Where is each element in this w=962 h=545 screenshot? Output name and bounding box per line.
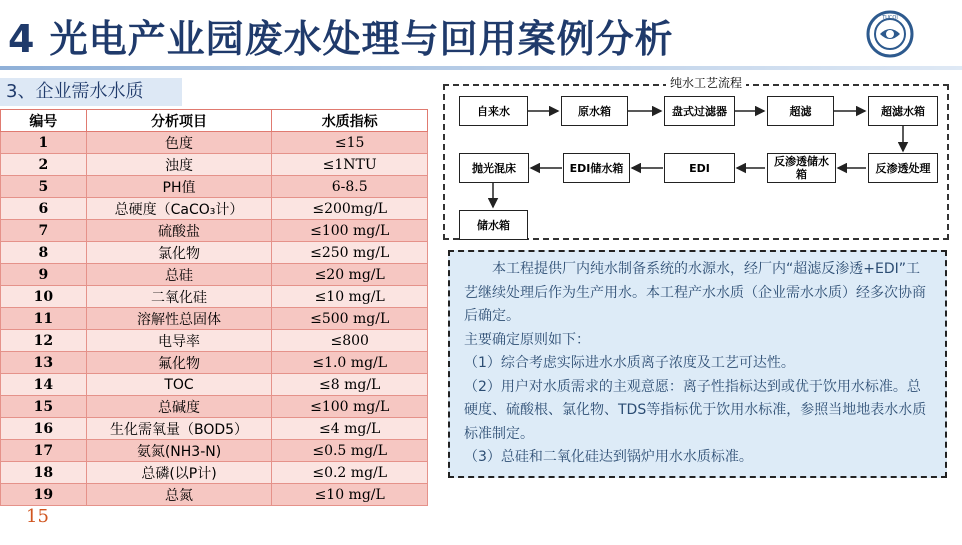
description-box bbox=[448, 250, 947, 478]
cell-item: 电导率 bbox=[86, 330, 272, 352]
box-raw-tank: 原水箱 bbox=[561, 96, 628, 126]
cell-no: 5 bbox=[1, 176, 87, 198]
cell-no: 8 bbox=[1, 242, 87, 264]
cell-item: TOC bbox=[86, 374, 272, 396]
cell-item: PH值 bbox=[86, 176, 272, 198]
cell-item: 二氧化硅 bbox=[86, 286, 272, 308]
cell-standard: ≤800 bbox=[272, 330, 428, 352]
cell-no: 10 bbox=[1, 286, 87, 308]
cell-standard: ≤100 mg/L bbox=[272, 396, 428, 418]
cell-no: 18 bbox=[1, 462, 87, 484]
box-ro-tank: 反渗透储水箱 bbox=[767, 153, 836, 183]
cell-standard: ≤20 mg/L bbox=[272, 264, 428, 286]
desc-intro: 本工程提供厂内纯水制备系统的水源水，经厂内“超滤反渗透+EDI”工艺继续处理后作为生产用水。本工程产水水质（企业需水水质）经多次协商后确定。 bbox=[464, 261, 926, 324]
box-edi-tank: EDI储水箱 bbox=[563, 153, 630, 183]
cell-no: 12 bbox=[1, 330, 87, 352]
desc-principle-3: （3）总硅和二氧化硅达到锅炉用水水质标准。 bbox=[464, 449, 753, 465]
cell-item: 色度 bbox=[86, 132, 272, 154]
cell-item: 总碱度 bbox=[86, 396, 272, 418]
cell-standard: ≤0.2 mg/L bbox=[272, 462, 428, 484]
box-ultrafiltration: 超滤 bbox=[767, 96, 834, 126]
cell-item: 总氮 bbox=[86, 484, 272, 506]
cell-standard: ≤200mg/L bbox=[272, 198, 428, 220]
cell-no: 17 bbox=[1, 440, 87, 462]
header-item: 分析项目 bbox=[86, 110, 272, 132]
cell-no: 15 bbox=[1, 396, 87, 418]
box-disc-filter: 盘式过滤器 bbox=[664, 96, 735, 126]
cell-item: 氯化物 bbox=[86, 242, 272, 264]
box-uf-tank: 超滤水箱 bbox=[868, 96, 938, 126]
desc-principle-2: （2）用户对水质需求的主观意愿：离子性指标达到或优于饮用水标准。总硬度、硫酸根、氯化物、TDS等指标优于饮用水标准，参照当地地表水水质标准制定。 bbox=[464, 378, 927, 442]
cell-item: 溶解性总固体 bbox=[86, 308, 272, 330]
cell-item: 氟化物 bbox=[86, 352, 272, 374]
desc-principle-1: （1）综合考虑实际进水水质离子浓度及工艺可达性。 bbox=[464, 355, 795, 371]
box-tap-water: 自来水 bbox=[459, 96, 528, 126]
flow-title: 纯水工艺流程 bbox=[666, 76, 746, 90]
cell-no: 16 bbox=[1, 418, 87, 440]
cell-standard: ≤15 bbox=[272, 132, 428, 154]
cell-standard: ≤8 mg/L bbox=[272, 374, 428, 396]
cell-standard: ≤100 mg/L bbox=[272, 220, 428, 242]
cell-no: 19 bbox=[1, 484, 87, 506]
cell-standard: ≤1.0 mg/L bbox=[272, 352, 428, 374]
desc-principles-heading: 主要确定原则如下： bbox=[464, 331, 590, 348]
cell-item: 浊度 bbox=[86, 154, 272, 176]
cell-no: 7 bbox=[1, 220, 87, 242]
cell-no: 1 bbox=[1, 132, 87, 154]
header-no: 编号 bbox=[1, 110, 87, 132]
page-number: 15 bbox=[26, 506, 49, 527]
box-storage-tank: 储水箱 bbox=[459, 210, 528, 240]
cell-standard: ≤500 mg/L bbox=[272, 308, 428, 330]
cell-standard: ≤0.5 mg/L bbox=[272, 440, 428, 462]
cell-no: 13 bbox=[1, 352, 87, 374]
cell-item: 硫酸盐 bbox=[86, 220, 272, 242]
cell-standard: ≤250 mg/L bbox=[272, 242, 428, 264]
cell-no: 14 bbox=[1, 374, 87, 396]
cell-no: 2 bbox=[1, 154, 87, 176]
cell-standard: 6-8.5 bbox=[272, 176, 428, 198]
box-edi: EDI bbox=[664, 153, 735, 183]
section-heading: 3、企业需水水质 bbox=[0, 78, 182, 106]
header-standard: 水质指标 bbox=[272, 110, 428, 132]
cell-standard: ≤10 mg/L bbox=[272, 286, 428, 308]
cell-item: 总硅 bbox=[86, 264, 272, 286]
cell-standard: ≤10 mg/L bbox=[272, 484, 428, 506]
page-title: 4 光电产业园废水处理与回用案例分析 bbox=[8, 17, 674, 61]
box-polishing-bed: 抛光混床 bbox=[459, 153, 529, 183]
cell-no: 6 bbox=[1, 198, 87, 220]
cell-item: 氨氮(NH3-N) bbox=[86, 440, 272, 462]
cell-item: 生化需氧量（BOD5） bbox=[86, 418, 272, 440]
cell-standard: ≤1NTU bbox=[272, 154, 428, 176]
cell-standard: ≤4 mg/L bbox=[272, 418, 428, 440]
cell-no: 9 bbox=[1, 264, 87, 286]
cell-no: 11 bbox=[1, 308, 87, 330]
cell-item: 总磷(以P计) bbox=[86, 462, 272, 484]
logo-text: TUCOI bbox=[882, 15, 898, 21]
cell-item: 总硬度（CaCO₃计） bbox=[86, 198, 272, 220]
box-ro-treatment: 反渗透处理 bbox=[868, 153, 938, 183]
